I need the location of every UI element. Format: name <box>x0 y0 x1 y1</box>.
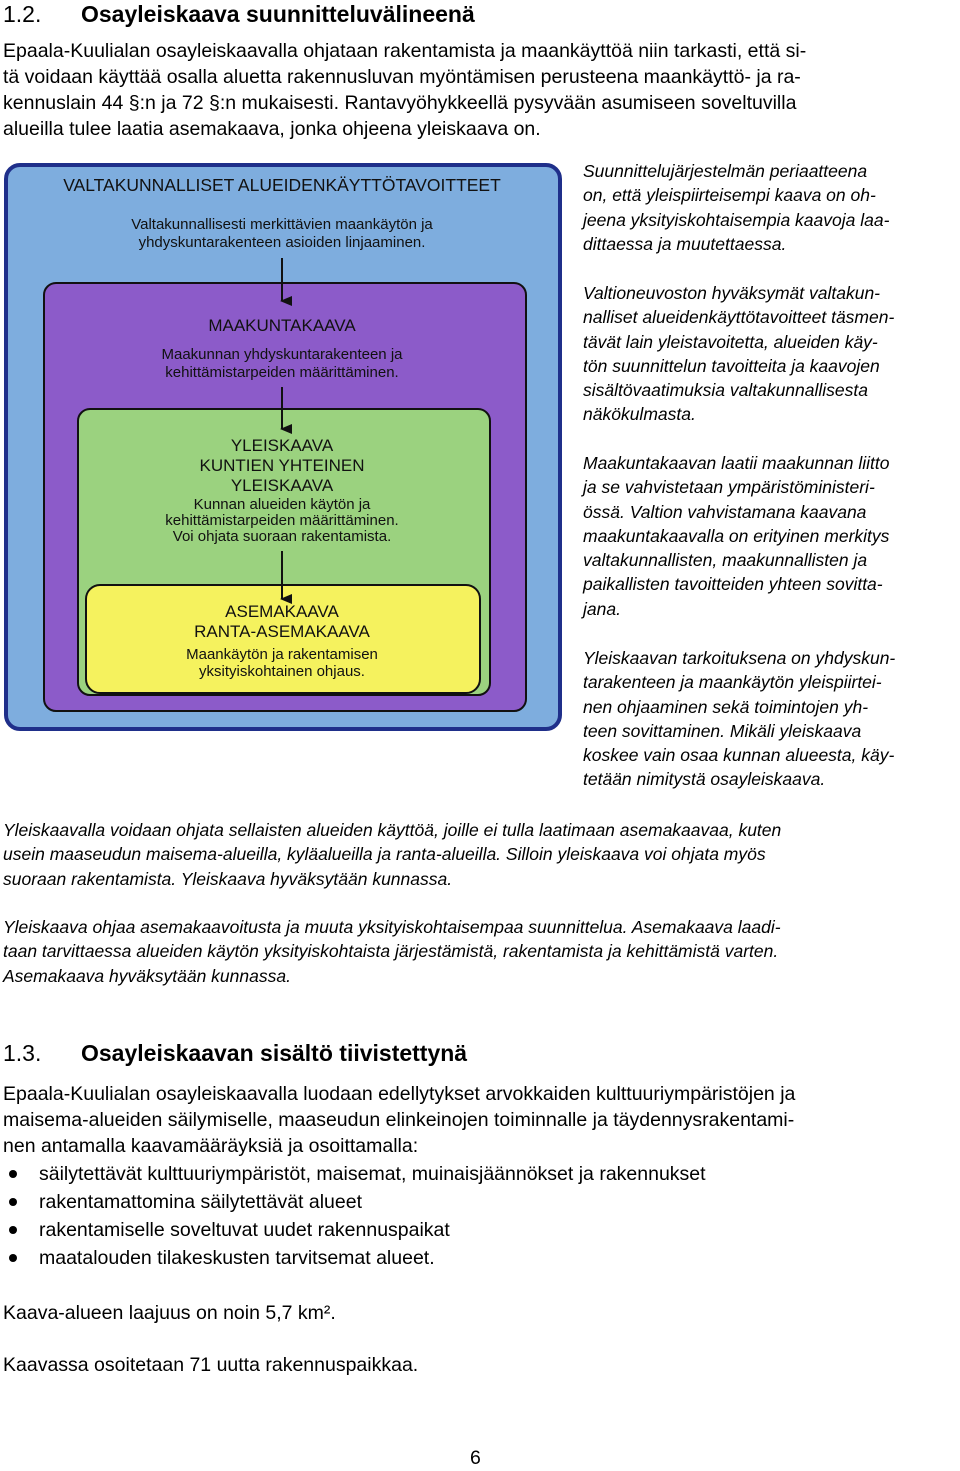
italic-paragraph-line: Yleiskaava ohjaa asemakaavoitusta ja muuta yksityiskohtaisempaa suunnittelua. Asemakaava laadi- <box>3 917 781 937</box>
side-note <box>583 646 959 792</box>
section-heading-1-2 <box>3 1 475 28</box>
intro-line: alueilla tulee laatia asemakaava, jonka ohjeena yleiskaava on. <box>3 118 541 140</box>
level4-desc-line: yksityiskohtainen ohjaus. <box>199 663 365 680</box>
section-number: 1.2. <box>3 1 42 27</box>
side-note-line: jana. <box>583 598 621 619</box>
level1-title: VALTAKUNNALLISET ALUEIDENKÄYTTÖTAVOITTEET <box>63 175 501 195</box>
italic-paragraph <box>3 915 958 988</box>
level2-desc-line: Maakunnan yhdyskuntarakenteen ja <box>161 346 403 363</box>
intro-line: tä voidaan käyttää osalla aluetta rakennusluvan myöntämisen perusteena maankäyttö- ja ra- <box>3 66 801 88</box>
side-note-line: Maakuntakaavan laatii maakunnan liitto <box>583 453 890 473</box>
side-note-line: on, että yleispiirteisempi kaava on oh- <box>583 185 876 206</box>
section-title: Osayleiskaava suunnitteluvälineenä <box>81 1 475 27</box>
side-note-line: nen ohjaaminen sekä toimintojen yh- <box>583 696 869 717</box>
intro-line: Epaala-Kuulialan osayleiskaavalla ohjataan rakentamista ja maankäyttöä niin tarkasti, että si- <box>3 40 807 62</box>
side-note-line: nalliset alueidenkäyttötavoitteet täsmen- <box>583 307 895 328</box>
italic-paragraph-line: suoraan rakentamista. Yleiskaava hyväksytään kunnassa. <box>3 868 453 889</box>
section-title: Osayleiskaavan sisältö tiivistettynä <box>81 1040 468 1066</box>
side-note-line: Suunnittelujärjestelmän periaatteena <box>583 161 868 181</box>
bullet-item: rakentamiselle soveltuvat uudet rakennuspaikat <box>3 1217 958 1245</box>
side-note <box>583 281 959 427</box>
side-note-line: valtakunnallisten, maakunnallisten ja <box>583 550 868 571</box>
section-number: 1.3. <box>3 1040 42 1066</box>
intro-line: Epaala-Kuulialan osayleiskaavalla luodaan edellytykset arvokkaiden kulttuuriympäristöjen ja <box>3 1083 796 1105</box>
side-note-line: dittaessa ja muutettaessa. <box>583 233 787 254</box>
level4-desc-line: Maankäytön ja rakentamisen <box>186 646 378 663</box>
side-note-line: koskee vain osaa kunnan alueesta, käy- <box>583 745 895 766</box>
section-1-3-intro <box>3 1081 958 1159</box>
bullet-item: säilytettävät kulttuuriympäristöt, maisemat, muinaisjäännökset ja rakennukset <box>3 1161 958 1189</box>
level2-desc-line: kehittämistarpeiden määrittäminen. <box>165 364 399 381</box>
level3-desc-line: Kunnan alueiden käytön ja <box>193 496 371 513</box>
level2-title: MAAKUNTAKAAVA <box>208 316 356 335</box>
level3-title-line: KUNTIEN YHTEINEN <box>199 456 365 475</box>
side-note-line: Yleiskaavan tarkoituksena on yhdyskun- <box>583 648 896 668</box>
italic-paragraph-line: usein maaseudun maisema-alueilla, kyläalueilla ja ranta-alueilla. Silloin yleiskaava voi ohjata myös <box>3 844 766 865</box>
side-note-line: jeena yksityiskohtaisempia kaavoja laa- <box>583 209 890 230</box>
side-note-line: sisältövaatimuksia valtakunnallisesta <box>583 380 868 401</box>
plots-statement: Kaavassa osoitetaan 71 uutta rakennuspaikkaa. <box>3 1354 419 1376</box>
side-note-line: össä. Valtion vahvistamana kaavana <box>583 501 867 522</box>
level3-desc-line: Voi ohjata suoraan rakentamista. <box>172 528 392 545</box>
side-note-line: tarakenteen ja maankäytön yleispiirtei- <box>583 672 882 693</box>
level1-desc-line: Valtakunnallisesti merkittävien maankäytön ja <box>131 216 433 233</box>
page-number: 6 <box>470 1447 481 1469</box>
side-note-line: maakuntakaavalla on erityinen merkitys <box>583 525 890 546</box>
side-note <box>583 451 959 621</box>
italic-paragraph-line: Asemakaava hyväksytään kunnassa. <box>3 965 291 986</box>
italic-paragraph <box>3 818 958 891</box>
side-note-line: paikallisten tavoitteiden yhteen sovitta- <box>583 574 883 595</box>
side-note-line: teen sovittaminen. Mikäli yleiskaava <box>583 720 862 741</box>
level4-title-line: RANTA-ASEMAKAAVA <box>194 622 370 641</box>
level1-desc-line: yhdyskuntarakenteen asioiden linjaaminen. <box>138 234 426 251</box>
side-note-line: tävät lain yleistavoitetta, alueiden käy- <box>583 331 878 352</box>
side-note-line: ja se vahvistetaan ympäristöministeri- <box>583 477 875 498</box>
side-note-line: näkökulmasta. <box>583 404 696 425</box>
italic-paragraph-line: taan tarvittaessa alueiden käytön yksityiskohtaista järjestämistä, rakentamista ja kehittämistä varten. <box>3 941 779 962</box>
intro-line: maisema-alueiden säilymiselle, maaseudun elinkeinojen toiminnalle ja täydennysrakentami- <box>3 1109 795 1131</box>
intro-line: kennuslain 44 §:n ja 72 §:n mukaisesti. Rantavyöhykkeellä pysyvään asumiseen soveltuvilla <box>3 92 797 114</box>
level3-title-line: YLEISKAAVA <box>230 436 334 455</box>
bullet-list <box>3 1161 958 1273</box>
section-1-2-intro <box>3 38 958 142</box>
side-note <box>583 159 959 256</box>
bullet-item: rakentamattomina säilytettävät alueet <box>3 1189 958 1217</box>
area-statement: Kaava-alueen laajuus on noin 5,7 km². <box>3 1302 336 1324</box>
intro-line: nen antamalla kaavamääräyksiä ja osoittamalla: <box>3 1135 419 1157</box>
level3-desc-line: kehittämistarpeiden määrittäminen. <box>165 512 399 529</box>
bullet-item: maatalouden tilakeskusten tarvitsemat alueet. <box>3 1245 958 1273</box>
level4-title-line: ASEMAKAAVA <box>225 602 339 621</box>
planning-hierarchy-diagram <box>4 163 564 733</box>
level3-title-line: YLEISKAAVA <box>230 476 334 495</box>
side-note-line: Valtioneuvoston hyväksymät valtakun- <box>583 283 881 303</box>
italic-paragraph-line: Yleiskaavalla voidaan ohjata sellaisten alueiden käyttöä, joille ei tulla laatimaan asemakaavaa, kuten <box>3 820 782 840</box>
side-note-line: tön suunnittelun tavoitteita ja kaavojen <box>583 355 880 376</box>
side-note-line: tetään nimitystä osayleiskaava. <box>583 769 826 790</box>
section-heading-1-3 <box>3 1040 467 1067</box>
